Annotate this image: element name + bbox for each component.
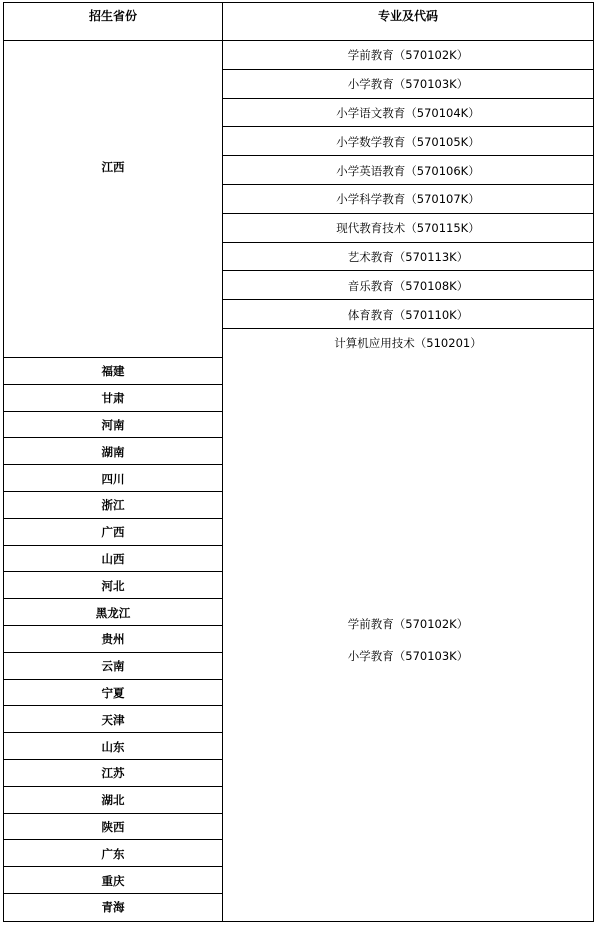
major-row: 现代教育技术（570115K）	[336, 221, 480, 236]
province-cell: 黑龙江	[95, 605, 131, 620]
group2-majors	[223, 358, 593, 921]
major-row: 计算机应用技术（510201）	[334, 336, 482, 351]
header-province: 招生省份	[88, 9, 137, 23]
province-cell: 河北	[101, 578, 125, 593]
province-cell: 湖北	[101, 793, 125, 808]
major-row: 音乐教育（570108K）	[347, 278, 469, 293]
province-cell: 福建	[101, 364, 125, 379]
province-cell: 贵州	[101, 632, 125, 647]
province-cell: 甘肃	[101, 391, 125, 406]
major-row: 小学教育（570103K）	[347, 77, 469, 92]
major-row: 小学英语教育（570106K）	[336, 163, 480, 178]
province-cell: 山西	[101, 551, 125, 566]
major-item: 小学教育（570103K）	[347, 648, 469, 663]
major-row: 小学科学教育（570107K）	[336, 192, 480, 207]
major-row: 小学数学教育（570105K）	[336, 134, 480, 149]
province-cell: 湖南	[101, 444, 125, 459]
major-item: 学前教育（570102K）	[347, 616, 469, 631]
province-cell: 天津	[101, 712, 125, 727]
province-cell: 广东	[101, 846, 125, 861]
province-cell: 浙江	[101, 498, 125, 513]
province-cell: 河南	[101, 417, 125, 432]
major-row: 体育教育（570110K）	[347, 307, 469, 322]
province-cell: 四川	[101, 471, 125, 486]
province-cell: 重庆	[101, 873, 125, 888]
province-cell: 山东	[101, 739, 125, 754]
province-cell: 宁夏	[101, 685, 125, 700]
province-jiangxi: 江西	[101, 160, 125, 174]
province-cell: 云南	[101, 659, 125, 674]
major-row: 小学语文教育（570104K）	[336, 105, 480, 120]
admissions-table	[3, 2, 594, 922]
province-cell: 江苏	[101, 766, 125, 781]
province-cell: 陕西	[101, 819, 125, 834]
province-cell: 青海	[101, 900, 125, 915]
major-row: 艺术教育（570113K）	[347, 249, 469, 264]
header-major: 专业及代码	[377, 9, 438, 23]
province-cell: 广西	[101, 525, 125, 540]
major-row: 学前教育（570102K）	[347, 48, 469, 63]
